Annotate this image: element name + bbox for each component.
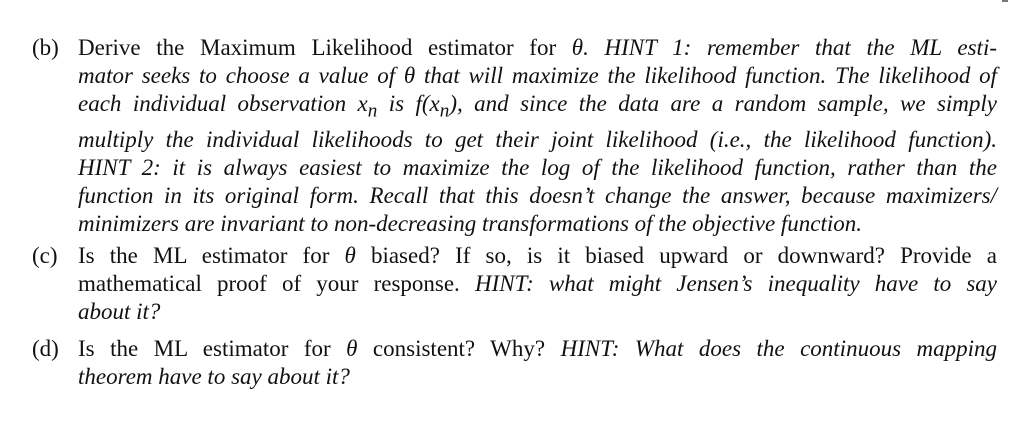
question-label: (d) (32, 336, 59, 361)
text-segment: θ (346, 336, 358, 361)
question-text (78, 34, 997, 238)
text-segment: biased? If so, is it biased upward or downward? Provide a (355, 243, 997, 268)
text-segment: Derive the Maximum Likelihood estimator for (78, 35, 572, 60)
text-segment: θ. HINT 1: remember that the ML esti- (571, 35, 997, 60)
text-line (78, 154, 997, 182)
subscript: n (439, 100, 450, 122)
text-line (78, 182, 997, 210)
text-segment: consistent? Why? (357, 336, 561, 361)
text-segment: θ (344, 243, 356, 268)
text-segment: Is the ML estimator for (78, 243, 345, 268)
text-segment: ), and since the data are a random sample, we simply (449, 91, 997, 116)
question-text (78, 242, 997, 326)
page-corner-mark (1002, 0, 1008, 2)
text-line (78, 126, 997, 154)
question-d (32, 335, 997, 391)
text-line (78, 62, 997, 90)
question-c (32, 242, 997, 326)
question-label: (b) (32, 35, 59, 60)
subscript: n (367, 100, 378, 122)
text-segment: about it? (78, 299, 161, 324)
text-segment: multiply the individual likelihoods to get their joint likelihood (i.e., the likelihood function). (78, 126, 997, 152)
text-line (78, 34, 997, 62)
text-line (78, 270, 997, 298)
text-line (78, 363, 997, 391)
text-segment: is f(x (377, 91, 440, 116)
text-segment: function in its original form. Recall that this doesn’t change the answer, because maximizers/ (78, 182, 997, 208)
text-segment: mator seeks to choose a value of θ that will maximize the likelihood function. The likelihood of (78, 63, 997, 88)
question-b (32, 34, 997, 238)
question-label: (c) (32, 243, 58, 268)
text-line (78, 90, 997, 126)
text-segment: Is the ML estimator for (78, 336, 347, 361)
text-line (78, 210, 997, 238)
text-line (78, 335, 997, 363)
question-text (78, 335, 997, 391)
text-line (78, 298, 997, 326)
text-segment: each individual observation x (78, 91, 368, 116)
text-segment: minimizers are invariant to non-decreasing transformations of the objective function. (78, 210, 863, 236)
text-segment: mathematical proof of your response. (78, 271, 475, 296)
text-segment: HINT: What does the continuous mapping (560, 336, 997, 361)
text-segment: HINT: what might Jensen’s inequality have to say (474, 271, 998, 296)
text-line (78, 242, 997, 270)
text-segment: HINT 2: it is always easiest to maximize the log of the likelihood function, rather than the (78, 154, 997, 180)
text-segment: theorem have to say about it? (78, 364, 350, 389)
